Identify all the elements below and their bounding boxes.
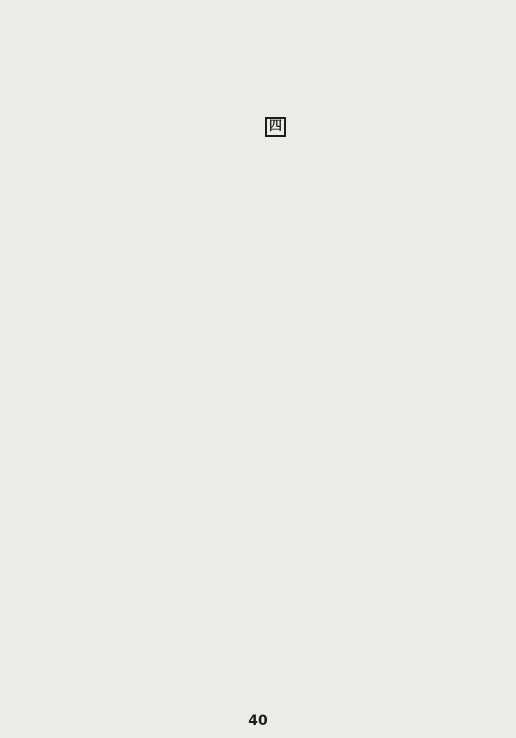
upper-text-block	[24, 16, 494, 361]
lower-text-block	[30, 370, 494, 700]
section-number-marker: 四	[265, 117, 286, 137]
page-number: 40	[248, 713, 268, 729]
